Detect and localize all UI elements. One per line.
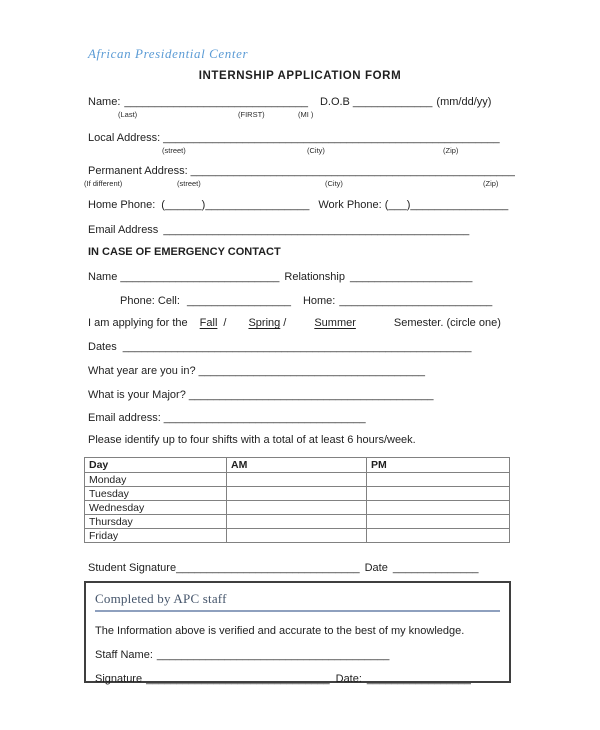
name-dob-line	[88, 96, 491, 109]
local-address-label: Local Address:	[88, 132, 161, 144]
signature-date-blank[interactable]: ______________	[392, 562, 479, 574]
staff-name-line	[95, 649, 500, 662]
staff-name-label: Staff Name:	[95, 649, 153, 661]
sublabel-last: (Last)	[118, 110, 138, 119]
student-signature-blank[interactable]: ______________________________	[176, 562, 360, 574]
emergency-home-label: Home:	[302, 295, 336, 307]
day-cell: Monday	[85, 473, 227, 487]
applying-label: I am applying for the	[88, 317, 188, 329]
am-cell[interactable]	[227, 501, 367, 515]
dates-blank[interactable]: _________________________________________________________	[122, 341, 472, 353]
sublabel-perm-zip: (Zip)	[483, 179, 499, 188]
day-cell: Friday	[85, 529, 227, 543]
slash-2: /	[283, 317, 287, 329]
table-row	[85, 473, 510, 487]
sublabel-perm-city: (City)	[325, 179, 343, 188]
permanent-address-line	[88, 165, 515, 178]
major-label: What is your Major?	[88, 389, 186, 401]
dob-blank[interactable]: _____________	[352, 96, 433, 108]
shifts-note: Please identify up to four shifts with a total of at least 6 hours/week.	[88, 434, 416, 446]
semester-line	[88, 317, 501, 330]
fall-option[interactable]: Fall	[199, 317, 218, 329]
permanent-address-blank[interactable]: _____________________________________________________	[190, 165, 515, 177]
staff-name-blank[interactable]: ______________________________________	[156, 649, 390, 661]
am-cell[interactable]	[227, 487, 367, 501]
name-blank[interactable]: ______________________________	[124, 96, 308, 108]
sublabel-street: (street)	[162, 146, 186, 155]
table-header-row	[85, 458, 510, 473]
cell-blank[interactable]: _________________	[186, 295, 291, 307]
staff-signature-label: Signature	[95, 673, 143, 685]
pm-cell[interactable]	[367, 515, 510, 529]
relationship-blank[interactable]: ____________________	[349, 271, 473, 283]
signature-date-label: Date	[364, 562, 388, 574]
table-row	[85, 515, 510, 529]
staff-signature-line	[95, 673, 500, 686]
dates-line	[88, 341, 471, 354]
sublabel-perm-street: (street)	[177, 179, 201, 188]
sublabel-first: (FIRST)	[238, 110, 265, 119]
day-cell: Tuesday	[85, 487, 227, 501]
home-phone-blank[interactable]: _________________	[205, 199, 310, 211]
email2-line	[88, 412, 366, 425]
spring-option[interactable]: Spring	[248, 317, 281, 329]
work-phone-blank[interactable]: ________________	[410, 199, 509, 211]
pm-cell[interactable]	[367, 501, 510, 515]
org-name: African Presidential Center	[88, 46, 249, 61]
day-cell: Wednesday	[85, 501, 227, 515]
emergency-name-blank[interactable]: __________________________	[120, 271, 280, 283]
am-cell[interactable]	[227, 473, 367, 487]
email-label: Email Address	[88, 224, 159, 236]
home-phone-label: Home Phone:	[88, 199, 156, 211]
email-line	[88, 224, 469, 237]
table-header-pm: PM	[367, 458, 510, 473]
emergency-home-blank[interactable]: _________________________	[339, 295, 493, 307]
am-cell[interactable]	[227, 515, 367, 529]
permanent-address-label: Permanent Address:	[88, 165, 188, 177]
table-row	[85, 487, 510, 501]
sublabel-mi: (MI )	[298, 110, 314, 119]
shifts-table	[84, 457, 510, 543]
sublabel-city: (City)	[307, 146, 325, 155]
year-blank[interactable]: _____________________________________	[198, 365, 425, 377]
staff-signature-blank[interactable]: ______________________________	[146, 673, 330, 685]
email2-label: Email address:	[88, 412, 161, 424]
sublabel-zip: (Zip)	[443, 146, 459, 155]
student-signature-line	[88, 562, 479, 575]
table-row	[85, 501, 510, 515]
staff-date-blank[interactable]: _________________	[366, 673, 471, 685]
staff-section-title: Completed by APC staff	[95, 591, 227, 606]
table-header-day: Day	[85, 458, 227, 473]
phone-cell-label: Phone: Cell:	[120, 295, 180, 307]
home-phone-area-blank[interactable]: (______)	[161, 199, 206, 211]
pm-cell[interactable]	[367, 473, 510, 487]
dob-format-label: (mm/dd/yy)	[436, 96, 492, 108]
am-cell[interactable]	[227, 529, 367, 543]
email-blank[interactable]: __________________________________________________	[163, 224, 470, 236]
slash-1: /	[223, 317, 227, 329]
table-header-am: AM	[227, 458, 367, 473]
year-line	[88, 365, 425, 378]
emergency-section-title: IN CASE OF EMERGENCY CONTACT	[88, 246, 281, 258]
student-signature-label: Student Signature	[88, 562, 177, 574]
major-blank[interactable]: ________________________________________	[188, 389, 434, 401]
pm-cell[interactable]	[367, 529, 510, 543]
staff-section-box	[84, 581, 511, 683]
verify-text: The Information above is verified and accurate to the best of my knowledge.	[95, 625, 465, 637]
form-title: INTERNSHIP APPLICATION FORM	[198, 70, 402, 82]
table-row	[85, 529, 510, 543]
email2-blank[interactable]: _________________________________	[163, 412, 366, 424]
emergency-name-label: Name	[88, 271, 118, 283]
day-cell: Thursday	[85, 515, 227, 529]
summer-option[interactable]: Summer	[314, 317, 356, 329]
year-label: What year are you in?	[88, 365, 196, 377]
local-address-blank[interactable]: _______________________________________________________	[163, 132, 500, 144]
emergency-phone-line	[120, 295, 492, 308]
semester-note: Semester. (circle one)	[393, 317, 501, 329]
pm-cell[interactable]	[367, 487, 510, 501]
sublabel-if-different: (If different)	[84, 179, 123, 188]
dates-label: Dates	[88, 341, 117, 353]
emergency-name-line	[88, 271, 472, 284]
relationship-label: Relationship	[284, 271, 345, 283]
major-line	[88, 389, 434, 402]
dob-label: D.O.B	[319, 96, 350, 108]
phone-line	[88, 199, 508, 212]
work-phone-area-blank[interactable]: (___)	[384, 199, 411, 211]
staff-section-rule	[95, 610, 500, 612]
name-label: Name:	[88, 96, 121, 108]
staff-date-label: Date:	[335, 673, 362, 685]
local-address-line	[88, 132, 500, 145]
work-phone-label: Work Phone:	[318, 199, 382, 211]
